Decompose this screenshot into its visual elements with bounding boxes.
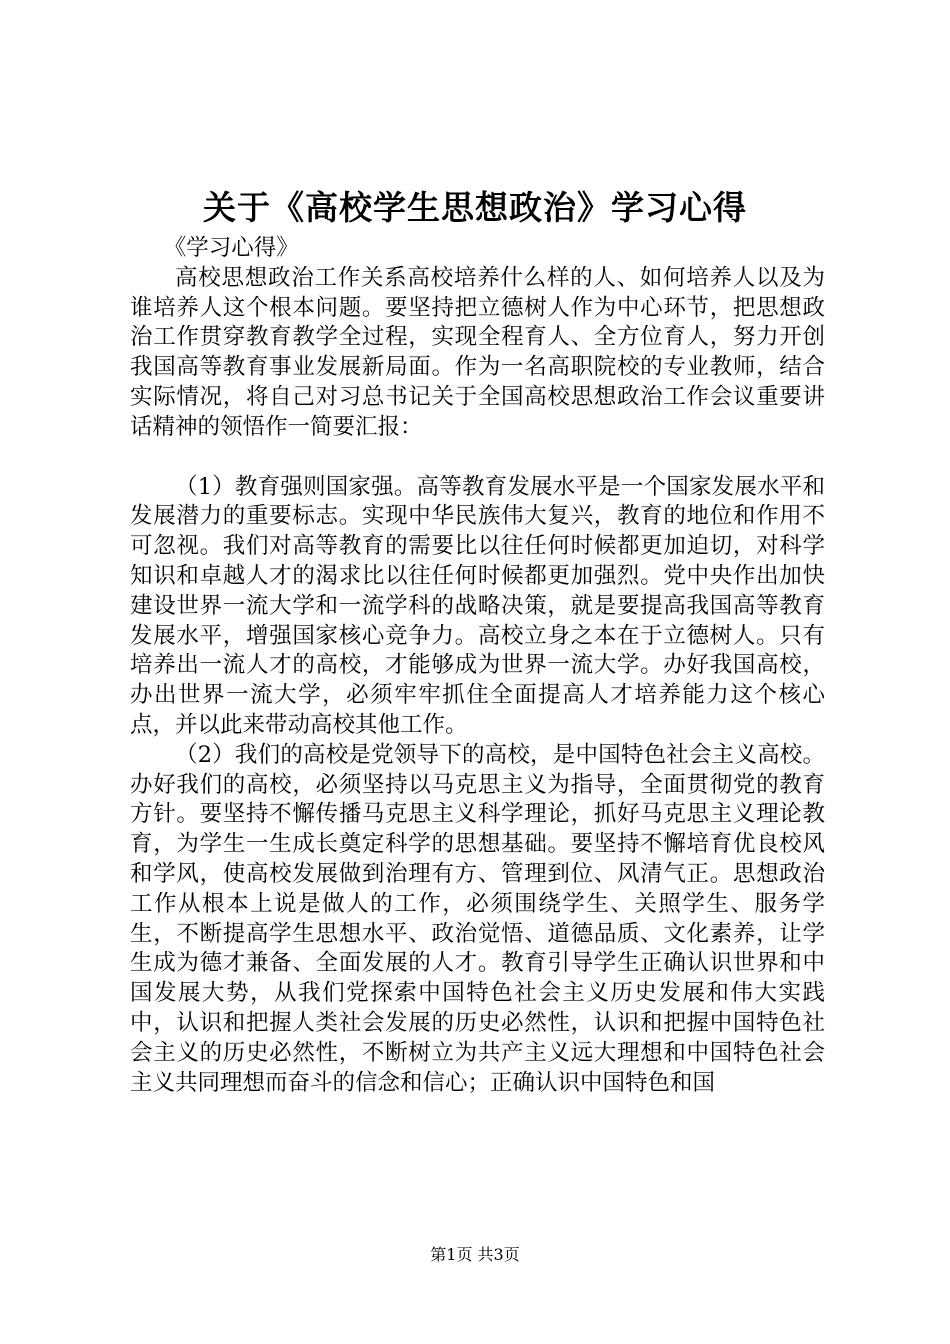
paragraph-spacer	[130, 443, 825, 473]
document-title: 关于《高校学生思想政治》学习心得	[203, 188, 747, 227]
document-body	[130, 234, 825, 1098]
document-subtitle: 《学习心得》	[163, 235, 299, 261]
paragraph-point-1: （1）教育强则国家强。高等教育发展水平是一个国家发展水平和发展潜力的重要标志。实现中华民族伟大复兴，教育的地位和作用不可忽视。我们对高等教育的需要比以往任何时候都更加迫切，对科学知识和卓越人才的渴求比以往任何时候都更加强烈。党中央作出加快建设世界一流大学和一流学科的战略决策，就是要提高我国高等教育发展水平，增强国家核心竞争力。高校立身之本在于立德树人。只有培养出一流人才的高校，才能够成为世界一流大学。办好我国高校，办出世界一流大学，必须牢牢抓住全面提高人才培养能力这个核心点，并以此来带动高校其他工作。	[130, 473, 825, 738]
page-footer: 第1页 共3页	[430, 1245, 520, 1264]
paragraph-point-2: （2）我们的高校是党领导下的高校，是中国特色社会主义高校。办好我们的高校，必须坚持以马克思主义为指导，全面贯彻党的教育方针。要坚持不懈传播马克思主义科学理论，抓好马克思主义理论教育，为学生一生成长奠定科学的思想基础。要坚持不懈培育优良校风和学风，使高校发展做到治理有方、管理到位、风清气正。思想政治工作从根本上说是做人的工作，必须围绕学生、关照学生、服务学生，不断提高学生思想水平、政治觉悟、道德品质、文化素养，让学生成为德才兼备、全面发展的人才。教育引导学生正确认识世界和中国发展大势，从我们党探索中国特色社会主义历史发展和伟大实践中，认识和把握人类社会发展的历史必然性，认识和把握中国特色社会主义的历史必然性，不断树立为共产主义远大理想和中国特色社会主义共同理想而奋斗的信念和信心；正确认识中国特色和国	[130, 741, 825, 1096]
paragraph-intro: 高校思想政治工作关系高校培养什么样的人、如何培养人以及为谁培养人这个根本问题。要坚持把立德树人作为中心环节，把思想政治工作贯穿教育教学全过程，实现全程育人、全方位育人，努力开创我国高等教育事业发展新局面。作为一名高职院校的专业教师，结合实际情况，将自己对习总书记关于全国高校思想政治工作会议重要讲话精神的领悟作一简要汇报：	[130, 264, 825, 440]
